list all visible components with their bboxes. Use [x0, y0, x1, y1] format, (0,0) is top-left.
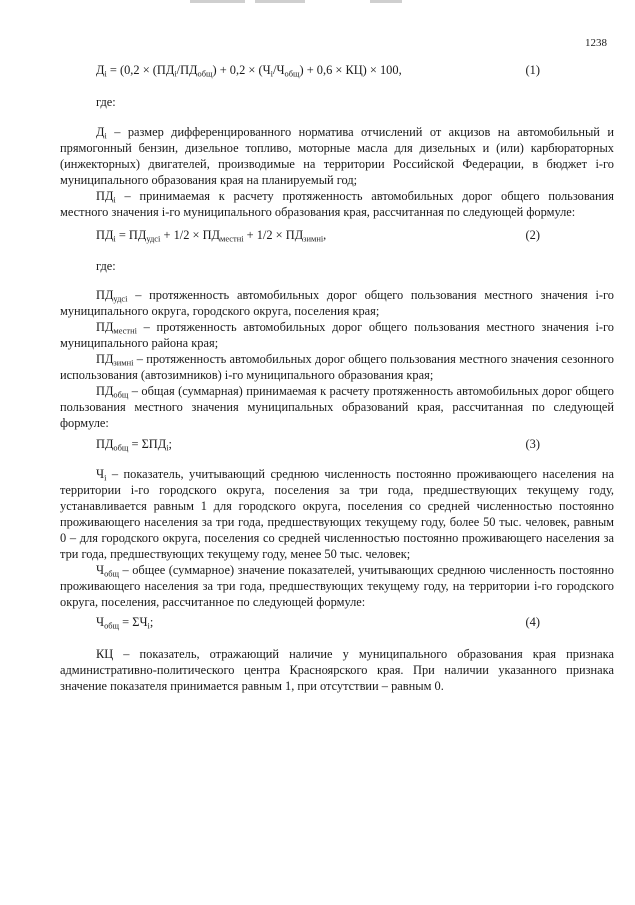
formula-1-expression	[96, 62, 402, 78]
formula-3-expression	[96, 436, 172, 452]
scan-artifact	[255, 0, 305, 3]
definition-subscript: i	[113, 194, 116, 205]
formula-part: ,	[323, 228, 327, 242]
formula-subscript: местнi	[220, 233, 244, 244]
formula-subscript: i	[174, 68, 177, 79]
formula-1	[96, 62, 540, 80]
formula-symbol: Ч	[96, 615, 105, 629]
formula-part: ;	[168, 437, 172, 451]
definition-symbol: Ч	[96, 563, 105, 577]
formula-1-number: (1)	[525, 63, 540, 77]
formula-subscript: i	[166, 442, 169, 453]
definitions-block-1	[60, 124, 614, 220]
formula-part: /Ч	[273, 63, 285, 77]
formula-part: = (0,2 × (ПД	[106, 63, 175, 77]
formula-subscript: общ	[197, 68, 213, 79]
formula-part: = ΣПД	[128, 437, 167, 451]
formula-part: ) + 0,2 × (Ч	[212, 63, 271, 77]
definition-symbol: ПД	[96, 189, 114, 203]
formula-2-expression	[96, 227, 326, 243]
definitions-block-2	[60, 287, 614, 431]
formula-part: + 1/2 × ПД	[160, 228, 220, 242]
definition-text: – протяженность автомобильных дорог общего пользования местного значения i-го муниципального района края;	[60, 320, 614, 350]
definition-text: – общая (суммарная) принимаемая к расчету протяженность автомобильных дорог общего пользования местного значения муниципальных образований края, рассчитанная по следующей формуле:	[60, 384, 614, 430]
definition-subscript: удсi	[113, 293, 128, 304]
formula-subscript: общ	[104, 620, 120, 631]
formula-2	[96, 227, 540, 245]
formula-part: = ΣЧ	[119, 615, 148, 629]
definition-subscript: зимнi	[113, 357, 134, 368]
formula-subscript: i	[113, 233, 116, 244]
definition-pd-uds	[60, 287, 614, 319]
definition-pd-mest	[60, 319, 614, 351]
definition-symbol: ПД	[96, 384, 114, 398]
definitions-block-3	[60, 466, 614, 610]
definitions-block-4	[60, 646, 614, 694]
formula-subscript: общ	[113, 442, 129, 453]
definition-text: – общее (суммарное) значение показателей, учитывающих среднюю численность постоянно проживающего населения за три года, предшествующих текущему году, на территории i-го городского округа, поселения, рассчитанное по следующей формуле:	[60, 563, 614, 609]
definition-symbol: ПД	[96, 352, 114, 366]
definition-text: – принимаемая к расчету протяженность автомобильных дорог общего пользования местного значения i-го муниципального образования края, рассчитанная по следующей формуле:	[60, 189, 614, 219]
formula-symbol: Д	[96, 63, 105, 77]
formula-part: /ПД	[176, 63, 198, 77]
definition-subscript: общ	[104, 568, 120, 579]
formula-2-number: (2)	[525, 228, 540, 242]
definition-symbol: Ч	[96, 467, 105, 481]
formula-4-number: (4)	[525, 615, 540, 629]
formula-symbol: ПД	[96, 437, 114, 451]
definition-kc	[60, 646, 614, 694]
formula-part: ) + 0,6 × КЦ) × 100,	[299, 63, 402, 77]
definition-symbol: КЦ	[96, 647, 114, 661]
formula-subscript: i	[147, 620, 150, 631]
definition-subscript: i	[104, 472, 107, 483]
definition-text: – размер дифференцированного норматива отчислений от акцизов на автомобильный и прямогонный бензин, дизельное топливо, моторные масла для дизельных и (или) карбюраторных (инжекторных) двигателей, производимые на территории Российской Федерации, в бюджет i-го муниципального образования края на планируемый год;	[60, 125, 614, 187]
scan-artifact	[190, 0, 245, 3]
formula-3	[96, 436, 540, 454]
where-label-2: где:	[96, 259, 116, 273]
definition-symbol: Д	[96, 125, 105, 139]
definition-text: – показатель, отражающий наличие у муниципального образования края признака административно-политического центра Красноярского края. При наличии указанного признака значение показателя принимается равным 1, при отсутствии – равным 0.	[60, 647, 614, 693]
definition-symbol: ПД	[96, 288, 114, 302]
formula-3-number: (3)	[525, 437, 540, 451]
definition-pd-obsh	[60, 383, 614, 431]
formula-part: = ПД	[115, 228, 147, 242]
formula-subscript: i	[104, 68, 107, 79]
formula-symbol: ПД	[96, 228, 114, 242]
definition-text: – протяженность автомобильных дорог общего пользования местного значения сезонного использования (автозимников) i-го муниципального образования края;	[60, 352, 614, 382]
formula-subscript: общ	[284, 68, 300, 79]
definition-symbol: ПД	[96, 320, 114, 334]
definition-ch-obsh	[60, 562, 614, 610]
formula-subscript: удсi	[146, 233, 161, 244]
definition-d-i	[60, 124, 614, 188]
definition-text: – протяженность автомобильных дорог общего пользования местного значения i-го муниципального округа, городского округа, поселения края;	[60, 288, 614, 318]
formula-4	[96, 614, 540, 632]
where-label-1: где:	[96, 95, 116, 109]
definition-subscript: i	[104, 130, 107, 141]
definition-ch-i	[60, 466, 614, 562]
definition-pd-zimn	[60, 351, 614, 383]
formula-part: ;	[149, 615, 154, 629]
page-number: 1238	[585, 37, 607, 49]
formula-4-expression	[96, 614, 153, 630]
definition-subscript: местнi	[113, 325, 137, 336]
scan-artifact	[370, 0, 402, 3]
definition-text: – показатель, учитывающий среднюю численность постоянно проживающего населения на территории i-го городского округа, поселения за три года, предшествующих текущему году, устанавливается равным 1 для городского округа, поселения со средней численностью постоянно проживающего населения за три года, предшествующих текущему году, более 50 тыс. человек, равным 0 – для городского округа, поселения со средней численностью постоянно проживающего населения за три года, предшествующих текущему году, менее 50 тыс. человек;	[60, 467, 614, 561]
definition-pd-i	[60, 188, 614, 220]
formula-subscript: i	[270, 68, 273, 79]
formula-subscript: зимнi	[303, 233, 324, 244]
definition-subscript: общ	[113, 389, 129, 400]
formula-part: + 1/2 × ПД	[243, 228, 304, 242]
